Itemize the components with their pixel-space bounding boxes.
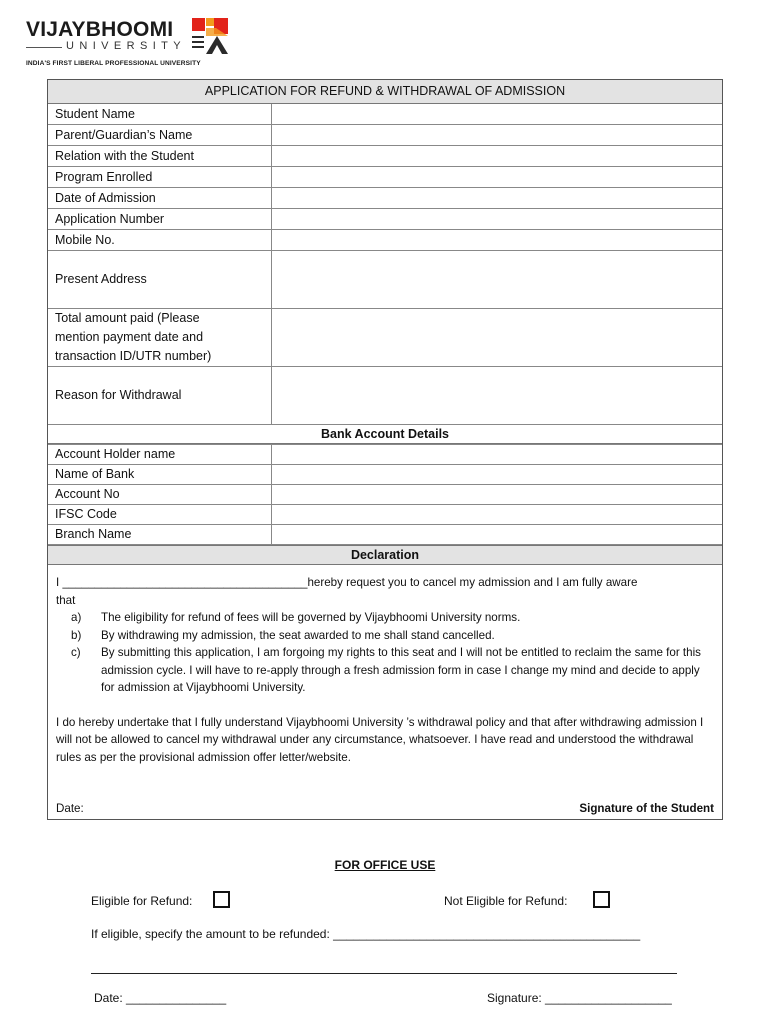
- total-amount-field[interactable]: [272, 309, 722, 366]
- logo-university-word: UNIVERSITY: [66, 40, 187, 52]
- list-item: b) By withdrawing my admission, the seat awarded to me shall stand cancelled.: [71, 628, 495, 642]
- office-signature-line: Signature: ___________________: [487, 991, 672, 1005]
- application-number-field[interactable]: [272, 209, 722, 229]
- logo-divider: [26, 47, 62, 48]
- eligible-label: Eligible for Refund:: [91, 894, 193, 908]
- application-number-label: Application Number: [48, 209, 272, 229]
- declaration-intro: I ______________________________________hereby request you to cancel my admission and I am fully aware: [56, 576, 638, 589]
- declaration-footer: [56, 800, 714, 818]
- total-amount-label: [48, 309, 272, 366]
- list-item: c) By submitting this application, I am forgoing my rights to this seat and I will not be entitled to reclaim the same for this admission cycle. I will have to re-apply through a fresh admission form in case I change my mind and decide to apply for admission at Vijaybhoomi University.: [71, 646, 701, 694]
- total-amount-line-1: Total amount paid (Please: [55, 311, 200, 325]
- ifsc-label: IFSC Code: [48, 505, 272, 524]
- branch-label: Branch Name: [48, 525, 272, 544]
- refund-form-table: [47, 79, 723, 820]
- declaration-list: [56, 609, 714, 697]
- student-name-label: Student Name: [48, 104, 272, 124]
- logo-mark-icon: [192, 18, 228, 54]
- declaration-intro-cont: that: [56, 593, 76, 607]
- mobile-field[interactable]: [272, 230, 722, 250]
- logo-name: VIJAYBHOOMI: [26, 18, 174, 41]
- relation-field[interactable]: [272, 146, 722, 166]
- parent-name-label: Parent/Guardian’s Name: [48, 125, 272, 145]
- total-amount-line-2: mention payment date and: [55, 330, 204, 344]
- bank-name-field[interactable]: [272, 465, 722, 484]
- student-signature-label: Signature of the Student: [579, 801, 714, 815]
- declaration-heading: Declaration: [48, 545, 722, 565]
- account-holder-field[interactable]: [272, 445, 722, 464]
- reason-field[interactable]: [272, 367, 722, 424]
- date-label: Date:: [56, 801, 84, 815]
- not-eligible-label: Not Eligible for Refund:: [444, 894, 568, 908]
- admission-date-field[interactable]: [272, 188, 722, 208]
- logo-tagline: INDIA'S FIRST LIBERAL PROFESSIONAL UNIVERSITY: [26, 60, 201, 67]
- list-item: a) The eligibility for refund of fees will be governed by Vijaybhoomi University norms.: [71, 611, 521, 624]
- ifsc-field[interactable]: [272, 505, 722, 524]
- university-logo: [26, 18, 216, 70]
- eligible-checkbox[interactable]: [213, 891, 230, 908]
- total-amount-line-3: transaction ID/UTR number): [55, 349, 212, 363]
- account-no-field[interactable]: [272, 485, 722, 504]
- parent-name-field[interactable]: [272, 125, 722, 145]
- refund-amount-line: If eligible, specify the amount to be refunded: ______________________________________________: [91, 927, 641, 941]
- declaration-body: [48, 565, 722, 819]
- office-date-line: Date: _______________: [94, 991, 227, 1005]
- student-name-field[interactable]: [272, 104, 722, 124]
- undertaking-text: I do hereby undertake that I fully understand Vijaybhoomi University ’s withdrawal policy and that after withdrawing admission I will not be allowed to cancel my withdrawal under any circumstance, whatsoever. I have read and understood the withdrawal rules as per the provisional admission offer letter/website.: [56, 715, 704, 764]
- reason-label: Reason for Withdrawal: [48, 367, 272, 424]
- relation-label: Relation with the Student: [48, 146, 272, 166]
- program-label: Program Enrolled: [48, 167, 272, 187]
- program-field[interactable]: [272, 167, 722, 187]
- bank-details-heading: Bank Account Details: [48, 425, 722, 444]
- office-use-title: FOR OFFICE USE: [334, 858, 436, 872]
- not-eligible-checkbox[interactable]: [593, 891, 610, 908]
- bank-name-label: Name of Bank: [48, 465, 272, 484]
- present-address-field[interactable]: [272, 251, 722, 308]
- mobile-label: Mobile No.: [48, 230, 272, 250]
- blank-line: [91, 973, 677, 974]
- account-holder-label: Account Holder name: [48, 445, 272, 464]
- present-address-label: Present Address: [48, 251, 272, 308]
- form-title: APPLICATION FOR REFUND & WITHDRAWAL OF ADMISSION: [48, 80, 722, 104]
- branch-field[interactable]: [272, 525, 722, 544]
- admission-date-label: Date of Admission: [48, 188, 272, 208]
- account-no-label: Account No: [48, 485, 272, 504]
